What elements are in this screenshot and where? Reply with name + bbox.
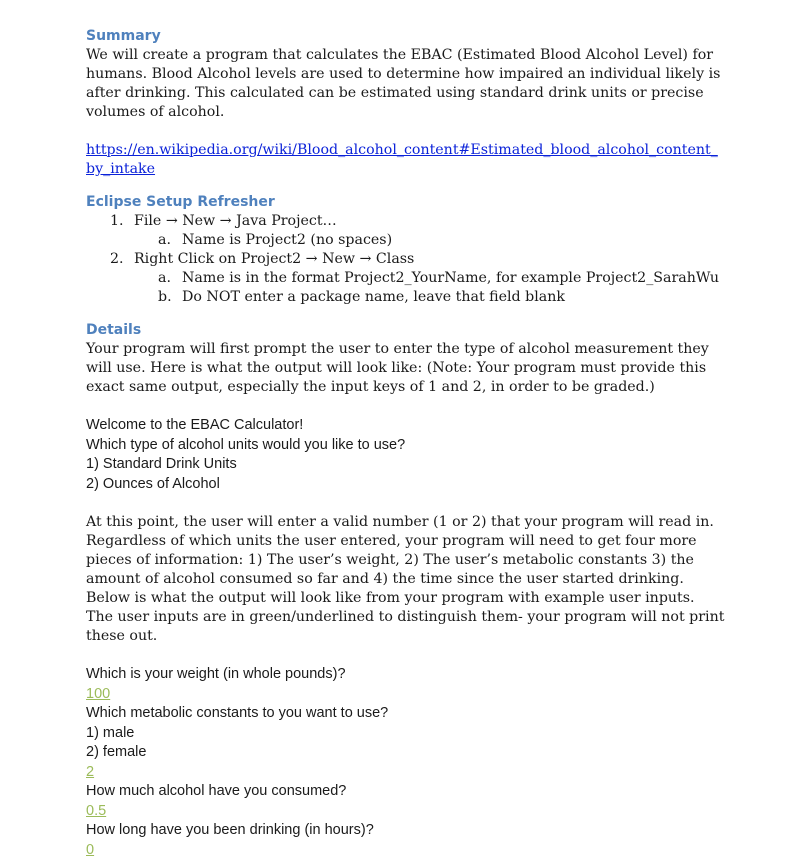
summary-heading: Summary — [86, 28, 161, 44]
weight-prompt: Which is your weight (in whole pounds)? — [86, 666, 346, 682]
eclipse-heading: Eclipse Setup Refresher — [86, 194, 275, 210]
alcohol-user-input: 0.5 — [86, 802, 107, 819]
metabolic-user-input: 2 — [86, 763, 95, 780]
eclipse-step-2 — [86, 250, 726, 307]
alcohol-prompt: How much alcohol have you consumed? — [86, 783, 347, 799]
eclipse-step-2a — [86, 269, 726, 288]
substep-text: Do NOT enter a package name, leave that field blank — [182, 289, 565, 305]
option-female: 2) female — [86, 744, 147, 760]
substep-text: Name is in the format Project2_YourName, for example Project2_SarahWu — [182, 270, 720, 286]
substep-text: Name is Project2 (no spaces) — [182, 232, 393, 248]
document-page — [86, 27, 726, 860]
details-paragraph-2: At this point, the user will enter a valid number (1 or 2) that your program will read in. Regardless of which units the user entered, your program will need to get four more pieces of information: 1) The user’s weight, 2) The user’s metabolic constants 3) the amount of alcohol consumed so far and 4) the time since the user started drinking. Below is what the output will look like from your program with example user inputs. The user inputs are in green/underlined to distinguish them- your program will not print these out. — [86, 514, 725, 644]
metabolic-prompt: Which metabolic constants to you want to use? — [86, 705, 389, 721]
eclipse-step-2b — [86, 288, 726, 307]
output-line: 2) Ounces of Alcohol — [86, 475, 220, 492]
substep-letter: b. — [158, 289, 172, 305]
hours-user-input: 0 — [86, 841, 95, 858]
substep-letter: a. — [158, 270, 171, 286]
details-intro: Your program will first prompt the user to enter the type of alcohol measurement they will use. Here is what the output will look like: (Note: Your program must provide this exact same output, especially the input keys of 1 and 2, in order to be graded.) — [86, 341, 709, 395]
wikipedia-link[interactable]: https://en.wikipedia.org/wiki/Blood_alcohol_content#Estimated_blood_alcohol_content_by_intake — [86, 142, 718, 177]
step-number: 1. — [110, 213, 124, 229]
output-line: Welcome to the EBAC Calculator! — [86, 417, 304, 433]
step-text: File → New → Java Project… — [134, 213, 337, 229]
step-number: 2. — [110, 251, 124, 267]
weight-user-input: 100 — [86, 685, 111, 702]
summary-paragraph: We will create a program that calculates the EBAC (Estimated Blood Alcohol Level) for humans. Blood Alcohol levels are used to determine how impaired an individual likely is after drinking. This calculated can be estimated using standard drink units or precise volumes of alcohol. — [86, 47, 721, 120]
eclipse-step-1a — [86, 231, 726, 250]
sample-output-1 — [86, 416, 726, 494]
eclipse-steps-list — [86, 212, 726, 307]
substep-letter: a. — [158, 232, 171, 248]
output-line: 1) Standard Drink Units — [86, 456, 237, 472]
sample-output-2 — [86, 665, 726, 860]
details-heading: Details — [86, 322, 142, 338]
eclipse-step-1 — [86, 212, 726, 250]
step-text: Right Click on Project2 → New → Class — [134, 251, 415, 267]
option-male: 1) male — [86, 724, 135, 741]
hours-prompt: How long have you been drinking (in hours)? — [86, 822, 374, 838]
output-line: Which type of alcohol units would you like to use? — [86, 436, 406, 453]
